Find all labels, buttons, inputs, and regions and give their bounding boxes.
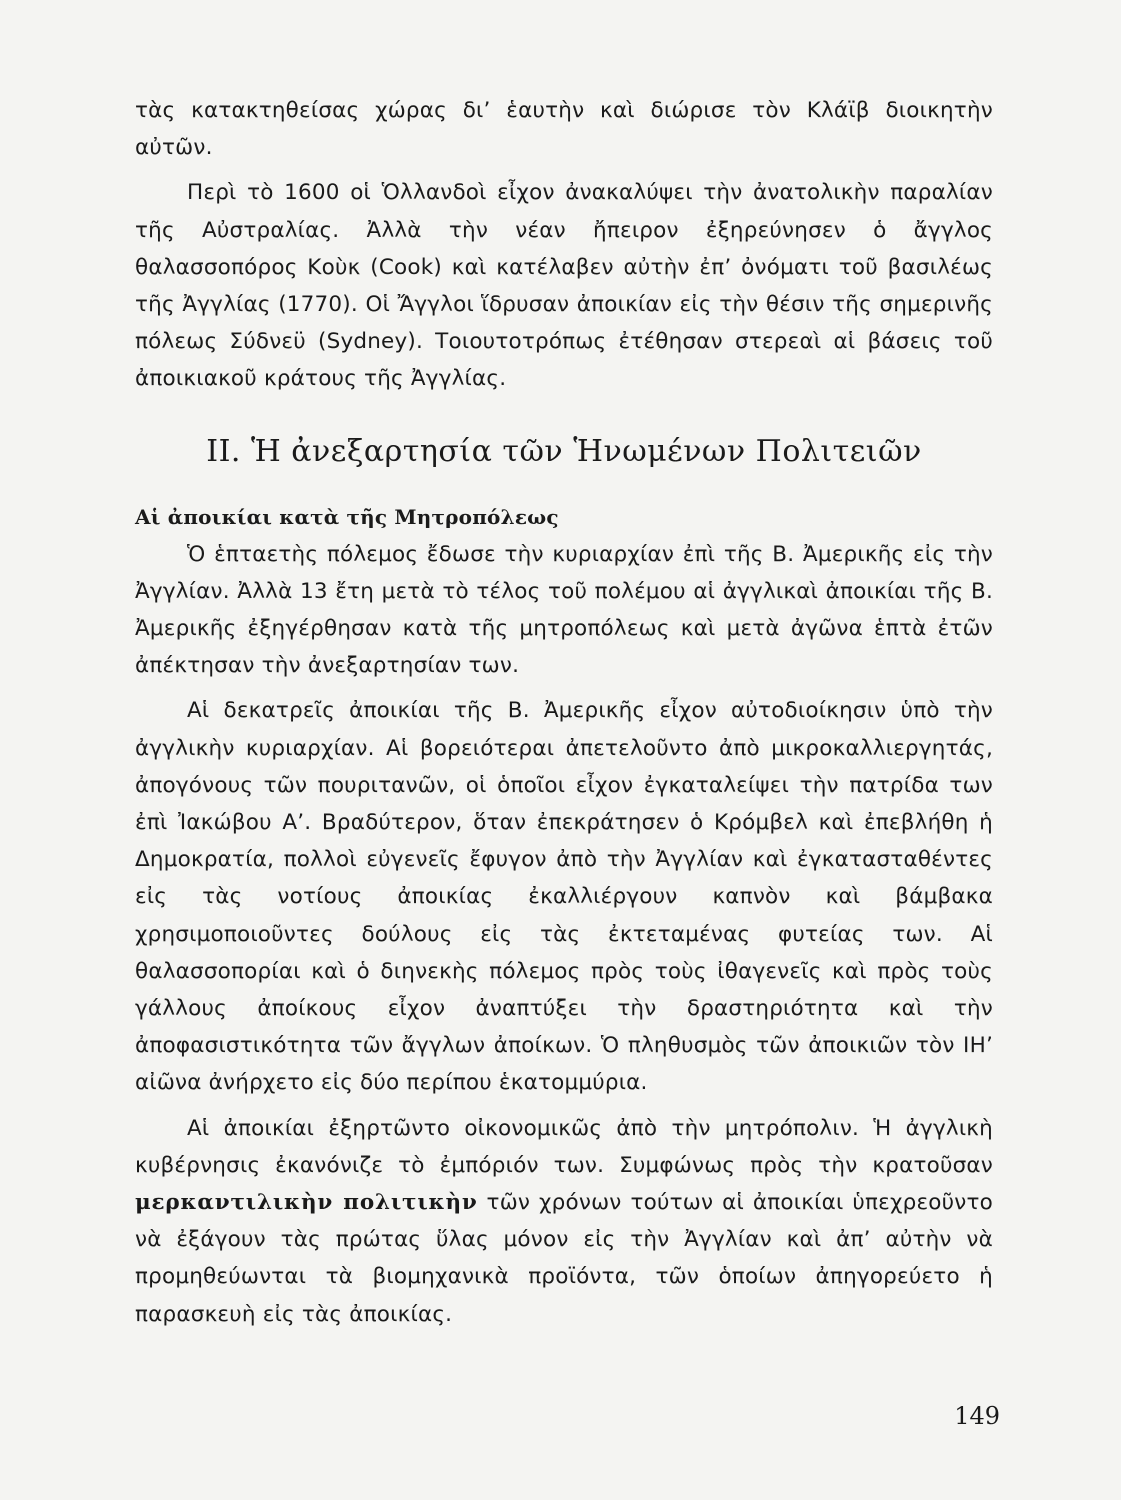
paragraph-seven-years-war: Ὁ ἑπταετὴς πόλεμος ἔδωσε τὴν κυριαρχίαν ἐπὶ τῆς Β. Ἀμερικῆς εἰς τὴν Ἀγγλίαν. Ἀλλὰ 13 ἔτη μετὰ τὸ τέλος τοῦ πολέμου αἱ ἀγγλικαὶ ἀποικίαι τῆς Β. Ἀμερικῆς ἐξηγέρθησαν κατὰ τῆς μητροπόλεως καὶ μετὰ ἀγῶνα ἑπτὰ ἐτῶν ἀπέκτησαν τὴν ἀνεξαρτησίαν των. bbox=[135, 541, 993, 679]
paragraph-australia: Περὶ τὸ 1600 οἱ Ὁλλανδοὶ εἶχον ἀνακαλύψει τὴν ἀνατολικὴν παραλίαν τῆς Αὐστραλίας. Ἀλλὰ τὴν νέαν ἤπειρον ἐξηρεύνησεν ὁ ἄγγλος θαλασσοπόρος Κοὺκ (Cook) καὶ κατέλαβεν αὐτὴν ἐπ’ ὀνόματι τοῦ βασιλέως τῆς Ἀγγλίας (1770). Οἱ Ἄγγλοι ἵδρυσαν ἀποικίαν εἰς τὴν θέσιν τῆς σημερινῆς πόλεως Σύδνεϋ (Sydney). Τοιουτοτρόπως ἐτέθησαν στερεαὶ αἱ βάσεις τοῦ ἀποικιακοῦ κράτους τῆς Ἀγγλίας. bbox=[135, 180, 993, 392]
subheading: Αἱ ἀποικίαι κατὰ τῆς Μητροπόλεως bbox=[135, 504, 559, 529]
mercantilist-policy-term: μερκαντιλικὴν πολιτικὴν bbox=[135, 1190, 478, 1216]
paragraph-economy-end: τῶν χρόνων τούτων αἱ ἀποικίαι ὑπεχρεοῦντο νὰ ἐξάγουν τὰς πρώτας ὕλας μόνον εἰς τὴν Ἀγγλίαν καὶ ἀπ’ αὐτὴν νὰ προμηθεύωνται τὰ βιομηχανικὰ προϊόντα, τῶν ὁποίων ἀπηγορεύετο ἡ παρασκευὴ εἰς τὰς ἀποικίας. bbox=[135, 1190, 993, 1327]
paragraph-thirteen-colonies: Αἱ δεκατρεῖς ἀποικίαι τῆς Β. Ἀμερικῆς εἶχον αὐτοδιοίκησιν ὑπὸ τὴν ἀγγλικὴν κυριαρχίαν. Αἱ βορειότεραι ἀπετελοῦντο ἀπὸ μικροκαλλιεργητάς, ἀπογόνους τῶν πουριτανῶν, οἱ ὁποῖοι εἶχον ἐγκαταλείψει τὴν πατρίδα των ἐπὶ Ἰακώβου Α’. Βραδύτερον, ὅταν ἐπεκράτησεν ὁ Κρόμβελ καὶ ἐπεβλήθη ἡ Δημοκρατία, πολλοὶ εὐγενεῖς ἔφυγον ἀπὸ τὴν Ἀγγλίαν καὶ ἐγκατασταθέντες εἰς τὰς νοτίους ἀποικίας ἐκαλλιέργουν καπνὸν καὶ βάμβακα χρησιμοποιοῦντες δούλους εἰς τὰς ἐκτεταμένας φυτείας των. Αἱ θαλασσοπορίαι καὶ ὁ διηνεκὴς πόλεμος πρὸς τοὺς ἰθαγενεῖς καὶ πρὸς τοὺς γάλλους ἀποίκους εἶχον ἀναπτύξει τὴν δραστηριότητα καὶ τὴν ἀποφασιστικότητα τῶν ἄγγλων ἀποίκων. Ὁ πληθυσμὸς τῶν ἀποικιῶν τὸν ΙΗ’ αἰῶνα ἀνήρχετο εἰς δύο περίπου ἑκατομμύρια. bbox=[135, 698, 993, 1096]
paragraph-continued: τὰς κατακτηθείσας χώρας δι’ ἑαυτὴν καὶ διώρισε τὸν Κλάϊβ διοικητὴν αὐτῶν. bbox=[135, 98, 993, 161]
page-number: 149 bbox=[954, 1402, 1000, 1430]
page-body bbox=[135, 92, 993, 1333]
paragraph-economy-start: Αἱ ἀποικίαι ἐξηρτῶντο οἰκονομικῶς ἀπὸ τὴν μητρόπολιν. Ἡ ἀγγλικὴ κυβέρνησις ἐκανόνιζε τὸ ἐμπόριόν των. Συμφώνως πρὸς τὴν κρατοῦσαν bbox=[135, 1115, 993, 1178]
section-title: II. Ἡ ἀνεξαρτησία τῶν Ἡνωμένων Πολιτειῶν bbox=[206, 433, 922, 469]
paragraph-economy bbox=[135, 1110, 993, 1333]
